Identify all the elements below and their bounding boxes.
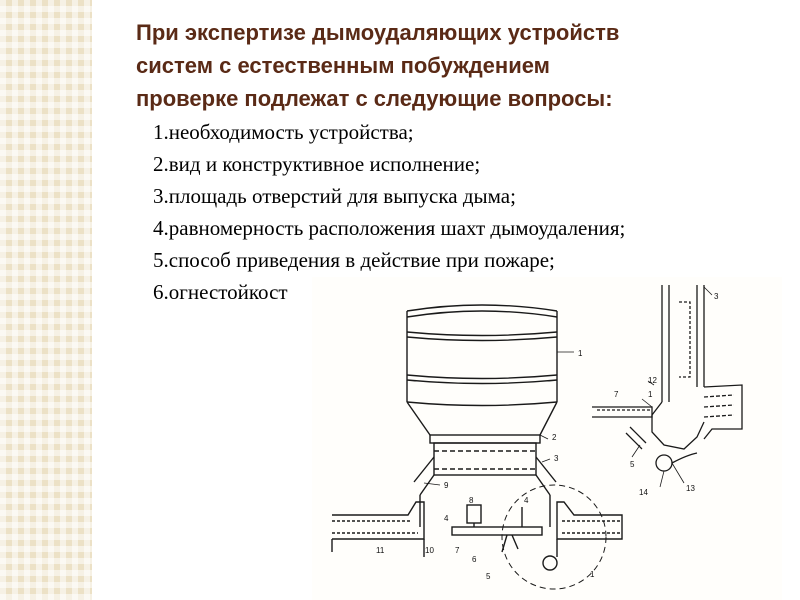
label: 4 <box>444 514 449 523</box>
label: 1 <box>578 349 583 358</box>
decorative-side-band <box>0 0 92 600</box>
label: 11 <box>376 546 385 555</box>
list-item: 2.вид и конструктивное исполнение; <box>153 152 481 176</box>
list-item: 5.способ приведения в действие при пожаре; <box>153 248 555 272</box>
list-item: 3.площадь отверстий для выпуска дыма; <box>153 184 516 208</box>
label: 6 <box>472 555 477 564</box>
label: 7 <box>614 390 619 399</box>
label: 1 <box>648 390 653 399</box>
heading-line: проверке подлежат с следующие вопросы: <box>136 86 613 111</box>
smoke-vent-diagram <box>312 277 782 600</box>
label: 3 <box>714 292 719 301</box>
label: 14 <box>639 488 648 497</box>
heading-line: систем с естественным побуждением <box>136 53 550 78</box>
label: 4 <box>524 496 529 505</box>
label: 12 <box>648 376 657 385</box>
label: 2 <box>552 433 557 442</box>
label: 5 <box>630 460 635 469</box>
list-item: 4.равномерность расположения шахт дымоудаления; <box>153 216 626 240</box>
slide-heading <box>136 16 756 115</box>
list-item: 1.необходимость устройства; <box>153 120 414 144</box>
label: 5 <box>486 572 491 581</box>
heading-line: При экспертизе дымоудаляющих устройств <box>136 20 620 45</box>
list-item: 6.огнестойкост <box>153 280 288 304</box>
label: 13 <box>686 484 695 493</box>
label: 7 <box>455 546 460 555</box>
label: 9 <box>444 481 449 490</box>
label: 1 <box>590 570 595 579</box>
label: 10 <box>425 546 434 555</box>
label: 3 <box>554 454 559 463</box>
right-detail-drawing <box>592 285 742 487</box>
label: 8 <box>469 496 474 505</box>
right-detail-labels <box>614 292 719 497</box>
